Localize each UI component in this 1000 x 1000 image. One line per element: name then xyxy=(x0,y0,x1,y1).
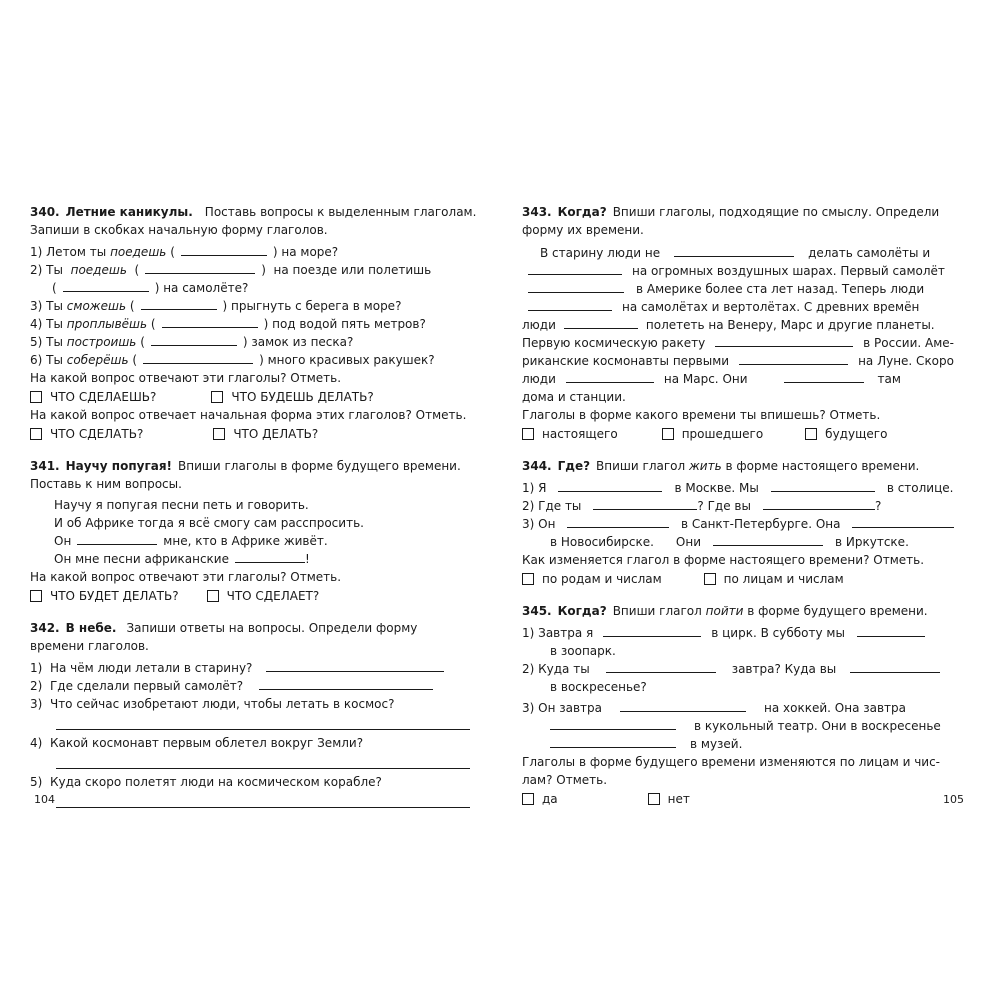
exercise-341 xyxy=(30,457,470,605)
option-po-rodam-i-chislam[interactable] xyxy=(522,570,662,588)
highlighted-verb: жить xyxy=(689,459,722,473)
blank-field[interactable] xyxy=(857,624,925,637)
item-number: 1) xyxy=(30,661,43,675)
option-label: прошедшего xyxy=(681,427,764,441)
page-right xyxy=(522,0,992,1000)
exercise-340: 340. Летние каникулы. Поставь вопросы к выделенным глаголам. Запиши в скобках начальную форму глаголов. 1) Летом ты поедешь ( ) на море? 2) Ты поедешь ( ) на поезде или полетишь ( ) на самолёте? 3) Ты сможешь ( ) прыгнуть с берега в море? 4) Ты проплывёшь ( ) под водой пять метров? 5) Ты построишь ( ) замок из песка? 6) Ты соберёшь ( ) много красивых ракушек? На какой вопрос отвечают эти глаголы? Отметь. ЧТО СДЕЛАЕШЬ? ЧТО БУДЕШЬ ДЕЛАТЬ? На какой вопрос отвечает начальная форма этих глаголов? Отметь. ЧТО СДЕЛАТЬ? ЧТО ДЕЛАТЬ? xyxy=(30,205,477,441)
text-fragment: в музей. xyxy=(690,737,743,751)
page-number: 104 xyxy=(34,793,55,806)
poem-line: Научу я попугая песни петь и говорить. xyxy=(54,498,309,512)
blank-field[interactable] xyxy=(763,497,875,510)
question-text: Какой космонавт первым облетел вокруг Земли? xyxy=(49,736,364,750)
blank-field[interactable] xyxy=(784,370,864,383)
blank-field[interactable] xyxy=(162,315,258,328)
option-label: ЧТО СДЕЛАТЬ? xyxy=(50,427,144,441)
exercise-instruction: в форме будущего времени. xyxy=(747,604,928,618)
blank-field[interactable] xyxy=(603,624,701,637)
exercise-instruction: форму их времени. xyxy=(522,223,644,237)
text-fragment: на Марс. Они xyxy=(663,372,748,386)
checkbox[interactable] xyxy=(30,590,42,602)
text-fragment: 3) Он завтра xyxy=(522,701,603,715)
exercise-title: Где? xyxy=(557,459,591,473)
item-text: Ты xyxy=(46,263,63,277)
poem-line: мне, кто в Африке живёт. xyxy=(163,534,328,548)
option-chto-delat[interactable] xyxy=(213,425,318,443)
item-text: на море? xyxy=(281,245,339,259)
item-number: 3) xyxy=(30,697,43,711)
blank-field[interactable] xyxy=(852,515,954,528)
checkbox[interactable] xyxy=(30,391,42,403)
text-fragment: в Санкт-Петербурге. Она xyxy=(680,517,841,531)
blank-field[interactable] xyxy=(528,262,622,275)
highlighted-verb: поедешь xyxy=(110,245,167,259)
checkbox[interactable] xyxy=(662,428,674,440)
option-chto-sdelaesh[interactable] xyxy=(30,388,156,406)
text-fragment: люди xyxy=(522,372,556,386)
text-fragment: ? Где вы xyxy=(697,499,751,513)
text-fragment: в России. Аме- xyxy=(863,336,954,350)
exercise-instruction: Поставь вопросы к выделенным глаголам. xyxy=(204,205,477,219)
highlighted-verb: проплывёшь xyxy=(66,317,148,331)
answer-line[interactable] xyxy=(259,677,433,690)
text-fragment: на Луне. Скоро xyxy=(858,354,954,368)
exercise-344 xyxy=(522,457,954,588)
item-number: 5) xyxy=(30,335,43,349)
exercise-instruction: Впиши глаголы в форме будущего времени. xyxy=(178,459,461,473)
blank-field[interactable] xyxy=(143,351,253,364)
option-label: нет xyxy=(667,792,690,806)
checkbox[interactable] xyxy=(207,590,219,602)
option-label: да xyxy=(542,792,558,806)
exercise-title: Когда? xyxy=(557,604,607,618)
question-text: Что сейчас изобретают люди, чтобы летать в космос? xyxy=(49,697,395,711)
checkbox[interactable] xyxy=(704,573,716,585)
option-chto-sdelaet[interactable] xyxy=(207,587,320,605)
option-proshedshego[interactable] xyxy=(662,425,763,443)
text-fragment: 3) Он xyxy=(522,517,556,531)
exercise-instruction: Запиши ответы на вопросы. Определи форму xyxy=(126,621,418,635)
exercise-title: Научу попугая! xyxy=(65,459,173,473)
exercise-title: Летние каникулы. xyxy=(65,205,193,219)
item-number: 6) xyxy=(30,353,43,367)
exercise-number: 341. xyxy=(30,459,60,473)
blank-field[interactable] xyxy=(528,280,624,293)
item-text: Ты xyxy=(46,317,63,331)
item-number: 2) xyxy=(30,679,43,693)
option-label: ЧТО СДЕЛАЕШЬ? xyxy=(50,390,157,404)
text-fragment: полететь на Венеру, Марс и другие планеты. xyxy=(645,318,935,332)
blank-field[interactable] xyxy=(550,717,676,730)
text-fragment: в зоопарк. xyxy=(550,644,616,658)
checkbox[interactable] xyxy=(648,793,660,805)
text-fragment: в воскресенье? xyxy=(550,680,647,694)
text-fragment: риканские космонавты первыми xyxy=(522,354,730,368)
option-label: по родам и числам xyxy=(542,572,662,586)
text-fragment: завтра? Куда вы xyxy=(731,662,837,676)
option-nastoyashchego[interactable] xyxy=(522,425,618,443)
question-text: Куда скоро полетят люди на космическом корабле? xyxy=(49,775,382,789)
text-fragment: 2) Куда ты xyxy=(522,662,590,676)
item-text: Летом ты xyxy=(46,245,107,259)
blank-field[interactable] xyxy=(141,297,217,310)
blank-field[interactable] xyxy=(674,244,794,257)
answer-line[interactable] xyxy=(56,713,470,730)
option-label: по лицам и числам xyxy=(723,572,844,586)
question-text: На какой вопрос отвечают эти глаголы? Отметь. xyxy=(30,371,342,385)
text-fragment: в Москве. Мы xyxy=(674,481,759,495)
text-fragment: на хоккей. Она завтра xyxy=(764,701,907,715)
checkbox[interactable] xyxy=(522,793,534,805)
item-text: прыгнуть с берега в море? xyxy=(231,299,402,313)
blank-field[interactable] xyxy=(151,333,237,346)
poem-line: Он xyxy=(54,534,72,548)
exercise-instruction: времени глаголов. xyxy=(30,639,149,653)
text-fragment: Они xyxy=(675,535,702,549)
blank-field[interactable] xyxy=(528,298,612,311)
blank-field[interactable] xyxy=(567,515,669,528)
blank-field[interactable] xyxy=(564,316,638,329)
highlighted-verb: соберёшь xyxy=(66,353,129,367)
question-text: лам? Отметь. xyxy=(522,773,608,787)
blank-field[interactable] xyxy=(620,699,746,712)
blank-field[interactable] xyxy=(235,550,305,563)
option-po-litsam-i-chislam[interactable] xyxy=(704,570,844,588)
blank-field[interactable] xyxy=(771,479,875,492)
text-fragment: В старину люди не xyxy=(540,246,661,260)
text-fragment: люди xyxy=(522,318,556,332)
question-text: Глаголы в форме какого времени ты впишешь? Отметь. xyxy=(522,408,881,422)
text-fragment: в Новосибирске. xyxy=(550,535,654,549)
exercise-345 xyxy=(522,602,954,808)
poem-line: Он мне песни африканские xyxy=(54,552,229,566)
text-fragment: дома и станции. xyxy=(522,390,626,404)
exercise-number: 345. xyxy=(522,604,552,618)
question-text: Где сделали первый самолёт? xyxy=(49,679,244,693)
checkbox[interactable] xyxy=(211,391,223,403)
option-chto-budet-delat[interactable] xyxy=(30,587,179,605)
option-label: будущего xyxy=(825,427,888,441)
exercise-number: 340. xyxy=(30,205,60,219)
exercise-instruction: Запиши в скобках начальную форму глаголов. xyxy=(30,223,328,237)
blank-field[interactable] xyxy=(558,479,662,492)
text-fragment: делать самолёты и xyxy=(808,246,931,260)
exercise-instruction: Поставь к ним вопросы. xyxy=(30,477,182,491)
item-number: 4) xyxy=(30,736,43,750)
option-label: настоящего xyxy=(542,427,618,441)
exercise-342 xyxy=(30,619,470,808)
text-fragment: там xyxy=(877,372,901,386)
highlighted-verb: построишь xyxy=(66,335,137,349)
highlighted-verb: сможешь xyxy=(66,299,127,313)
item-text: на самолёте? xyxy=(163,281,249,295)
exercise-instruction: в форме настоящего времени. xyxy=(725,459,920,473)
item-number: 2) xyxy=(30,263,43,277)
text-fragment: 1) Я xyxy=(522,481,547,495)
question-text: Как изменяется глагол в форме настоящего времени? Отметь. xyxy=(522,553,925,567)
poem-line: И об Африке тогда я всё смогу сам расспросить. xyxy=(54,516,364,530)
item-text: много красивых ракушек? xyxy=(267,353,435,367)
blank-field[interactable] xyxy=(63,279,149,292)
exercise-title: Когда? xyxy=(557,205,607,219)
blank-field[interactable] xyxy=(77,532,157,545)
option-da[interactable] xyxy=(522,790,558,808)
option-label: ЧТО БУДЕТ ДЕЛАТЬ? xyxy=(50,589,179,603)
text-fragment: в кукольный театр. Они в воскресенье xyxy=(694,719,941,733)
checkbox[interactable] xyxy=(522,573,534,585)
exercise-title: В небе. xyxy=(65,621,117,635)
item-text: Ты xyxy=(46,353,63,367)
exercise-number: 343. xyxy=(522,205,552,219)
item-number: 5) xyxy=(30,775,43,789)
option-budushchego[interactable] xyxy=(805,425,887,443)
blank-field[interactable] xyxy=(566,370,654,383)
blank-field[interactable] xyxy=(593,497,697,510)
text-fragment: Первую космическую ракету xyxy=(522,336,706,350)
blank-field[interactable] xyxy=(713,533,823,546)
item-number: 3) xyxy=(30,299,43,313)
checkbox[interactable] xyxy=(522,428,534,440)
option-label: ЧТО БУДЕШЬ ДЕЛАТЬ? xyxy=(231,390,374,404)
blank-field[interactable] xyxy=(145,261,255,274)
text-fragment: 1) Завтра я xyxy=(522,626,594,640)
item-text: под водой пять метров? xyxy=(272,317,426,331)
exercise-number: 342. xyxy=(30,621,60,635)
question-text: На чём люди летали в старину? xyxy=(49,661,253,675)
exercise-instruction: Впиши глагол xyxy=(612,604,702,618)
page-left xyxy=(30,0,500,1000)
highlighted-verb: поедешь xyxy=(70,263,127,277)
item-text: на поезде или полетишь xyxy=(273,263,432,277)
blank-field[interactable] xyxy=(550,735,676,748)
item-text: Ты xyxy=(46,335,63,349)
question-text: На какой вопрос отвечает начальная форма этих глаголов? Отметь. xyxy=(30,408,467,422)
item-number: 1) xyxy=(30,245,43,259)
exercise-instruction: Впиши глаголы, подходящие по смыслу. Определи xyxy=(612,205,940,219)
checkbox[interactable] xyxy=(805,428,817,440)
blank-field[interactable] xyxy=(850,660,940,673)
checkbox[interactable] xyxy=(213,428,225,440)
text-fragment: ? xyxy=(874,499,882,513)
page-number: 105 xyxy=(943,793,964,806)
answer-line[interactable] xyxy=(56,752,470,769)
question-text: Глаголы в форме будущего времени изменяются по лицам и чис- xyxy=(522,755,941,769)
exercise-instruction: Впиши глагол xyxy=(596,459,686,473)
poem-line: ! xyxy=(305,552,310,566)
text-fragment: в цирк. В субботу мы xyxy=(711,626,845,640)
exercise-343 xyxy=(522,203,954,443)
blank-field[interactable] xyxy=(715,334,853,347)
text-fragment: в Иркутске. xyxy=(835,535,909,549)
exercise-number: 344. xyxy=(522,459,552,473)
answer-line[interactable] xyxy=(266,659,444,672)
blank-field[interactable] xyxy=(181,243,267,256)
blank-field[interactable] xyxy=(606,660,716,673)
option-chto-sdelat[interactable] xyxy=(30,425,143,443)
option-chto-budesh-delat[interactable] xyxy=(211,388,373,406)
highlighted-verb: пойти xyxy=(705,604,744,618)
item-number: 4) xyxy=(30,317,43,331)
text-fragment: 2) Где ты xyxy=(522,499,582,513)
item-text: Ты xyxy=(46,299,63,313)
option-net[interactable] xyxy=(648,790,690,808)
text-fragment: на самолётах и вертолётах. С древних времён xyxy=(622,300,920,314)
item-text: замок из песка? xyxy=(251,335,354,349)
answer-line[interactable] xyxy=(56,791,470,808)
option-label: ЧТО ДЕЛАТЬ? xyxy=(233,427,319,441)
text-fragment: в Америке более ста лет назад. Теперь люди xyxy=(636,282,925,296)
checkbox[interactable] xyxy=(30,428,42,440)
text-fragment: на огромных воздушных шарах. Первый самолёт xyxy=(632,264,945,278)
option-label: ЧТО СДЕЛАЕТ? xyxy=(226,589,320,603)
blank-field[interactable] xyxy=(739,352,848,365)
question-text: На какой вопрос отвечают эти глаголы? Отметь. xyxy=(30,570,342,584)
text-fragment: в столице. xyxy=(886,481,954,495)
